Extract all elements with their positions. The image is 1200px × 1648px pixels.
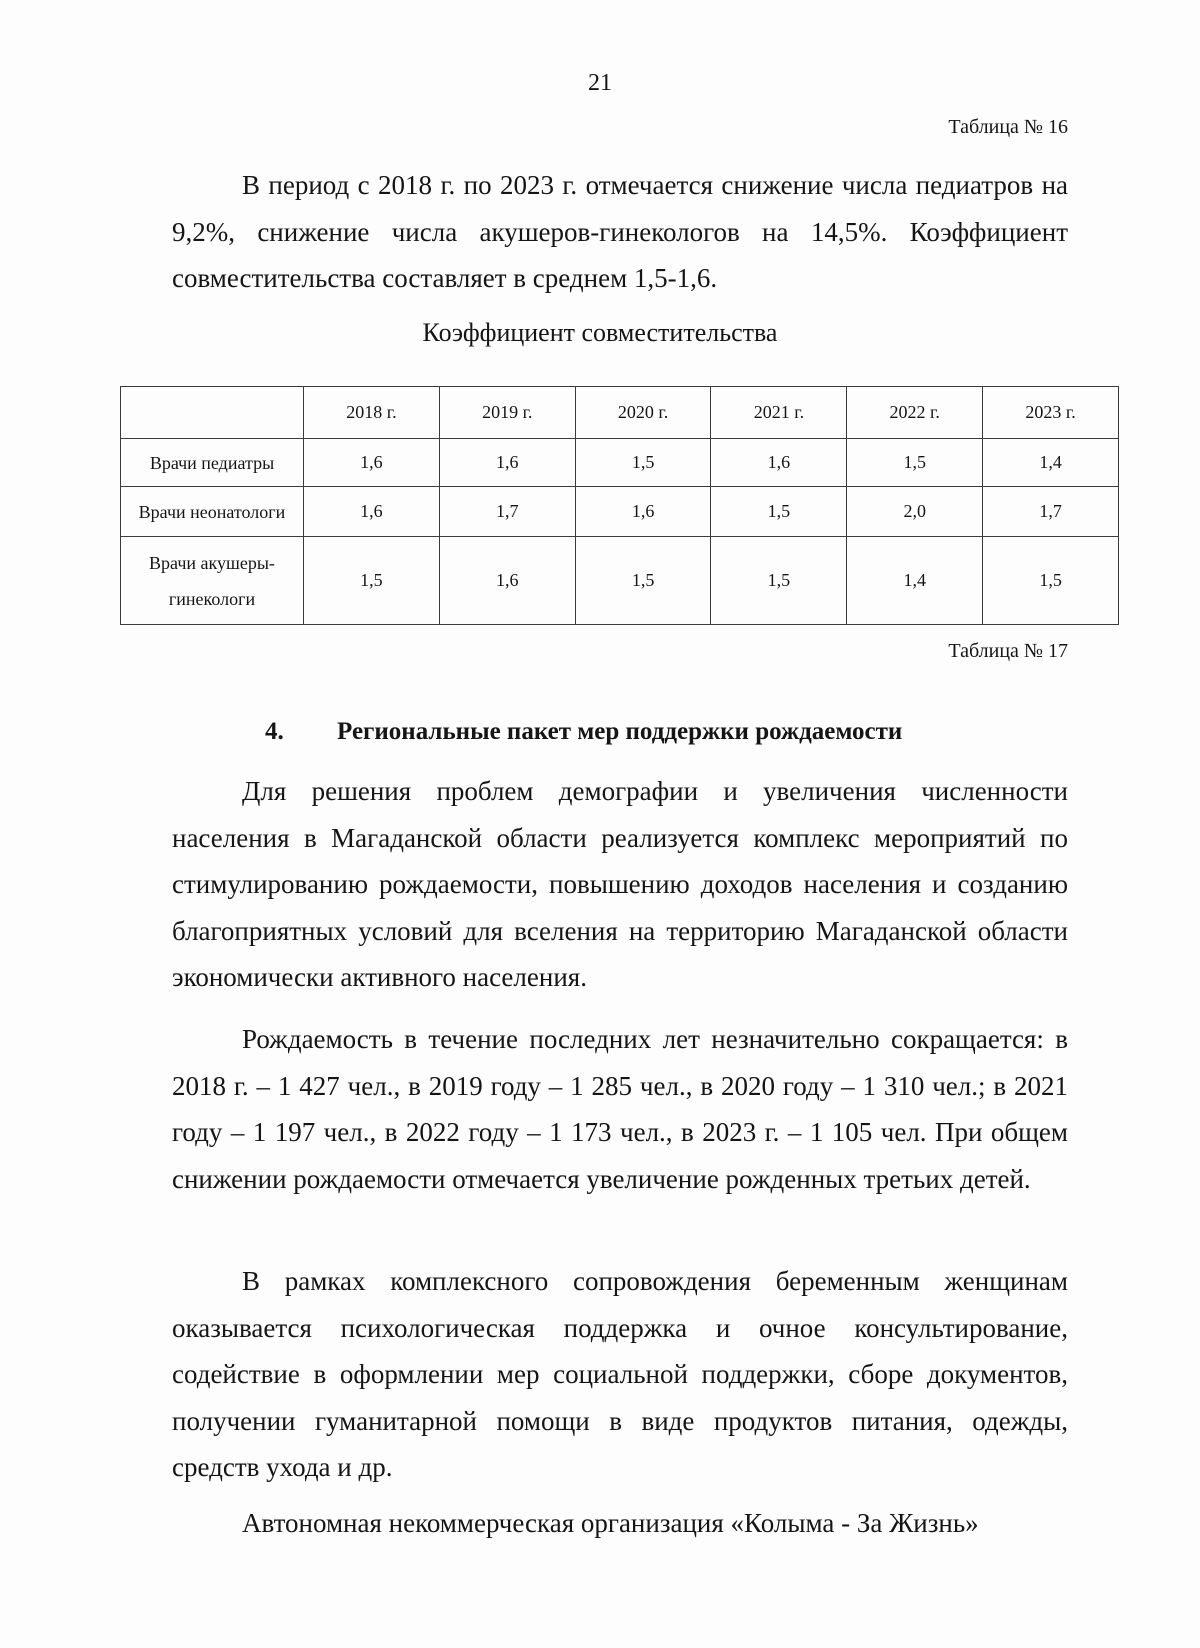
- table-cell: 1,6: [304, 487, 440, 537]
- table-cell: 1,4: [983, 439, 1119, 487]
- table-cell: 1,5: [711, 487, 847, 537]
- coefficient-table: [120, 386, 1119, 625]
- paragraph-support: В рамках комплексного сопровождения беременным женщинам оказывается психологическая поддержка и очное консультирование, содействие в оформлении мер социальной поддержки, сборе документов, получении гуманитарной помощи в виде продуктов питания, одежды, средств ухода и др.: [172, 1266, 1068, 1482]
- table-cell: 1,5: [575, 537, 711, 625]
- paragraph-demography: Для решения проблем демографии и увеличения численности населения в Магаданской области реализуется комплекс мероприятий по стимулированию рождаемости, повышению доходов населения и созданию благоприятных условий для вселения на территорию Магаданской области экономически активного населения.: [172, 776, 1068, 992]
- table-header-cell: 2019 г.: [439, 387, 575, 439]
- table-cell: 1,6: [304, 439, 440, 487]
- row-label: Врачи педиатры: [121, 439, 304, 487]
- table-cell: 1,5: [847, 439, 983, 487]
- section-heading: [265, 718, 902, 746]
- table-row: [121, 439, 1119, 487]
- table-header-cell: 2020 г.: [575, 387, 711, 439]
- table-header-cell: 2022 г.: [847, 387, 983, 439]
- table-cell: 1,5: [711, 537, 847, 625]
- table-cell: 1,4: [847, 537, 983, 625]
- table-row: [121, 537, 1119, 625]
- table-cell: 1,7: [983, 487, 1119, 537]
- table-reference-16: Таблица № 16: [948, 116, 1068, 138]
- row-label: Врачи неонатологи: [121, 487, 304, 537]
- row-label: Врачи акушеры-гинекологи: [121, 537, 304, 625]
- table-header-cell: 2021 г.: [711, 387, 847, 439]
- page-number: 21: [588, 70, 612, 96]
- table-header-cell: 2023 г.: [983, 387, 1119, 439]
- table-row: [121, 487, 1119, 537]
- table-header-row: [121, 387, 1119, 439]
- table-cell: 1,5: [304, 537, 440, 625]
- table-cell: 1,5: [575, 439, 711, 487]
- table-caption: Коэффициент совместительства: [422, 318, 778, 347]
- paragraph-organization: Автономная некоммерческая организация «Колыма - За Жизнь»: [242, 1508, 979, 1538]
- table-header-cell: 2018 г.: [304, 387, 440, 439]
- table-cell: 1,7: [439, 487, 575, 537]
- paragraph-pediatricians: В период с 2018 г. по 2023 г. отмечается снижение числа педиатров на 9,2%, снижение числа акушеров-гинекологов на 14,5%. Коэффициент совместительства составляет в среднем 1,5-1,6.: [172, 170, 1068, 293]
- section-number: 4.: [265, 718, 284, 745]
- table-cell: 1,6: [711, 439, 847, 487]
- section-title: Региональные пакет мер поддержки рождаемости: [337, 718, 903, 745]
- table-cell: 1,6: [575, 487, 711, 537]
- paragraph-birth-rate: Рождаемость в течение последних лет незначительно сокращается: в 2018 г. – 1 427 чел., в 2019 году – 1 285 чел., в 2020 году – 1 310 чел.; в 2021 году – 1 197 чел., в 2022 году – 1 173 чел., в 2023 г. – 1 105 чел. При общем снижении рождаемости отмечается увеличение рожденных третьих детей.: [172, 1024, 1068, 1194]
- table-cell: 2,0: [847, 487, 983, 537]
- table-cell: 1,6: [439, 439, 575, 487]
- table-cell: 1,5: [983, 537, 1119, 625]
- table-cell: 1,6: [439, 537, 575, 625]
- table-reference-17: Таблица № 17: [948, 640, 1068, 662]
- table-header-corner: [121, 387, 304, 439]
